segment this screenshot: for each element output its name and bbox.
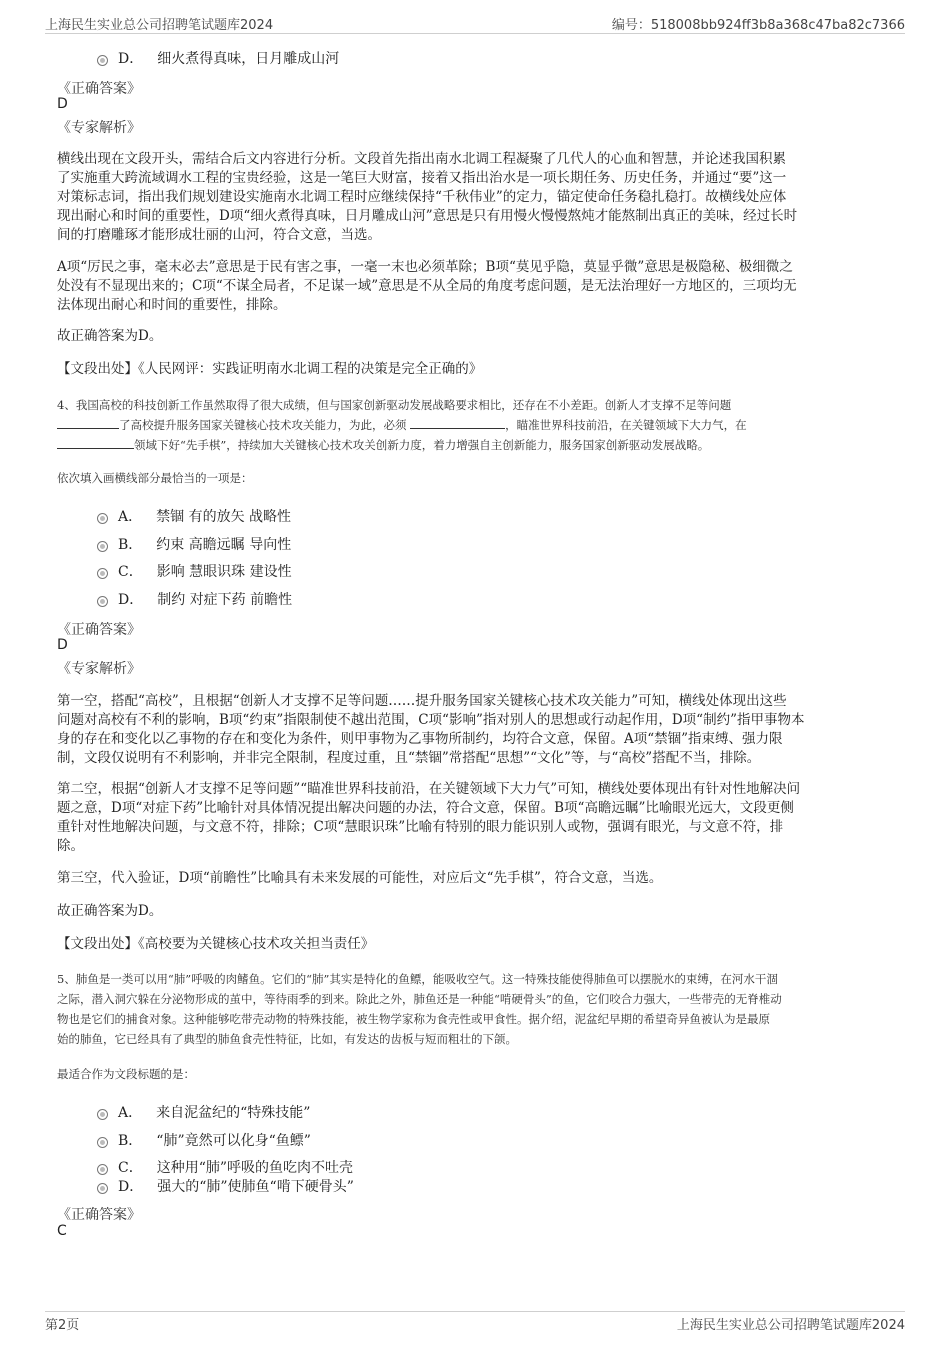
q5-option-d[interactable]: D． 强大的“肺”使肺鱼“啃下硬骨头” — [97, 1176, 354, 1196]
q5-prompt: 最适合作为文段标题的是： — [57, 1067, 195, 1081]
header-title: 上海民生实业总公司招聘笔试题库2024 — [45, 18, 274, 33]
q5-option-b[interactable]: B． “肺”竟然可以化身“鱼鳔” — [97, 1130, 311, 1150]
q4-source: 【文段出处】《高校要为关键核心技术攻关担当责任》 — [57, 936, 375, 952]
q5-stem: 5、肺鱼是一类可以用“肺”呼吸的肉鳍鱼。它们的“肺”其实是特化的鱼鳔，能吸收空气。这一特殊技能使得肺鱼可以摆脱水的束缚，在河水干涸 之际，潜入洞穴躲在分泌物形成的茧中，等待雨季的到来。除此之外，肺鱼还是一种能“啃硬骨头”的鱼，它们咬合力强大，一些带壳的无脊椎动 物也是它们的捕食对象。这种能够吃带壳动物的特殊技能，被生物学家称为食壳性或甲食性。据介绍，泥盆纪早期的希望奇异鱼被认为是最原 始的肺鱼，它已经具有了典型的肺鱼食壳性特征，比如，有发达的齿板与短而粗壮的下颌。 — [57, 972, 782, 1046]
radio-icon[interactable] — [97, 1164, 108, 1175]
q4-analysis-blank2: 第二空，根据“创新人才支撑不足等问题”“瞄准世界科技前沿，在关键领域下大力气”可知，横线处要体现出有针对性地解决问 题之意，D项“对症下药”比喻针对具体情况提出解决问题的办法，符合文意，保留。B项“高瞻远瞩”比喻眼光远大，文段更侧 重针对性地解决问题，与文意不符，排除；C项“慧眼识珠”比喻有特别的眼力能识别人或物，强调有眼光，与文意不符，排 除。 — [57, 781, 801, 854]
q3-source: 【文段出处】《人民网评：实践证明南水北调工程的决策是完全正确的》 — [57, 361, 483, 377]
q3-analysis-paragraph: 横线出现在文段开头，需结合后文内容进行分析。文段首先指出南水北调工程凝聚了几代人的心血和智慧，并论述我国积累 了实施重大跨流域调水工程的宝贵经验，这是一笔巨大财富，接着又指出治水是一项长期任务、历史任务，并通过“要”这一 对策标志词，指出我们规划建设实施南水北调工程时应继续保持“千秋伟业”的定力，锚定使命任务稳扎稳打。故横线处应体 现出耐心和时间的重要性，D项“细火煮得真味，日月雕成山河”意思是只有用慢火慢慢熬炖才能熬制出真正的美味，经过长时 间的打磨雕琢才能形成壮丽的山河，符合文意，当选。 — [57, 151, 798, 243]
q3-answer-label: 《正确答案》 — [57, 81, 141, 97]
q4-prompt: 依次填入画横线部分最恰当的一项是： — [57, 471, 253, 485]
q4-conclusion: 故正确答案为D。 — [57, 903, 163, 919]
q4-option-a[interactable]: A． 禁锢 有的放矢 战略性 — [97, 506, 291, 526]
q3-answer: D — [57, 96, 68, 112]
radio-icon[interactable] — [97, 1109, 108, 1120]
q5-answer: C — [57, 1223, 67, 1239]
q4-answer-label: 《正确答案》 — [57, 622, 141, 638]
q4-stem: 4、我国高校的科技创新工作虽然取得了很大成绩，但与国家创新驱动发展战略要求相比，还存在不小差距。创新人才支撑不足等问题 了高校提升服务国家关键核心技术攻关能力，为此，必须 ，瞄准世界科技前沿，在关键领域下大力气，在 领域下好“先手棋”，持续加大关键核心技术攻关创新力度，着力增强自主创新能力，服务国家创新驱动发展战略。 — [57, 398, 747, 452]
q4-option-c[interactable]: C． 影响 慧眼识珠 建设性 — [97, 561, 292, 581]
q4-analysis-blank3: 第三空，代入验证，D项“前瞻性”比喻具有未来发展的可能性，对应后文“先手棋”，符合文意，当选。 — [57, 870, 663, 886]
q3-analysis-label: 《专家解析》 — [57, 120, 141, 136]
q4-option-b[interactable]: B． 约束 高瞻远瞩 导向性 — [97, 534, 291, 554]
page-number: 第2页 — [45, 1318, 80, 1333]
fill-blank-2 — [410, 416, 505, 429]
radio-icon[interactable] — [97, 541, 108, 552]
radio-icon[interactable] — [97, 1137, 108, 1148]
q4-option-d[interactable]: D． 制约 对症下药 前瞻性 — [97, 589, 292, 609]
radio-icon[interactable] — [97, 1183, 108, 1194]
q5-answer-label: 《正确答案》 — [57, 1207, 141, 1223]
footer-divider — [45, 1311, 905, 1312]
q3-conclusion: 故正确答案为D。 — [57, 328, 163, 344]
radio-icon[interactable] — [97, 596, 108, 607]
q5-option-c[interactable]: C． 这种用“肺”呼吸的鱼吃肉不吐壳 — [97, 1157, 353, 1177]
q3-option-d[interactable]: D． 细火煮得真味，日月雕成山河 — [97, 48, 339, 68]
radio-icon[interactable] — [97, 513, 108, 524]
q4-analysis-label: 《专家解析》 — [57, 661, 141, 677]
footer-title: 上海民生实业总公司招聘笔试题库2024 — [676, 1318, 905, 1333]
q5-option-a[interactable]: A． 来自泥盆纪的“特殊技能” — [97, 1102, 310, 1122]
fill-blank-1 — [57, 416, 119, 429]
fill-blank-3 — [57, 436, 134, 449]
radio-icon[interactable] — [97, 568, 108, 579]
radio-icon[interactable] — [97, 55, 108, 66]
q4-answer: D — [57, 637, 68, 653]
header-divider — [45, 33, 905, 34]
document-code: 编号：518008bb924ff3b8a368c47ba82c7366 — [611, 18, 905, 33]
q4-analysis-blank1: 第一空，搭配“高校”，且根据“创新人才支撑不足等问题……提升服务国家关键核心技术攻关能力”可知，横线处体现出这些 问题对高校有不利的影响，B项“约束”指限制使不越出范围，C项“影响”指对别人的思想或行动起作用，D项“制约”指甲事物本 身的存在和变化以乙事物的存在和变化为条件，则甲事物为乙事物所制约，均符合文意，保留。A项“禁锢”指束缚、强力限 制，文段仅说明有不利影响，并非完全限制，程度过重，且“禁锢”常搭配“思想”“文化”等，与“高校”搭配不当，排除。 — [57, 693, 805, 766]
q3-exclusion-paragraph: A项“厉民之事，毫末必去”意思是于民有害之事，一毫一末也必须革除；B项“莫见乎隐，莫显乎微”意思是极隐秘、极细微之 处没有不显现出来的；C项“不谋全局者，不足谋一域”意思是不从全局的角度考虑问题，是无法治理好一方地区的，三项均无 法体现出耐心和时间的重要性，排除。 — [57, 259, 797, 313]
